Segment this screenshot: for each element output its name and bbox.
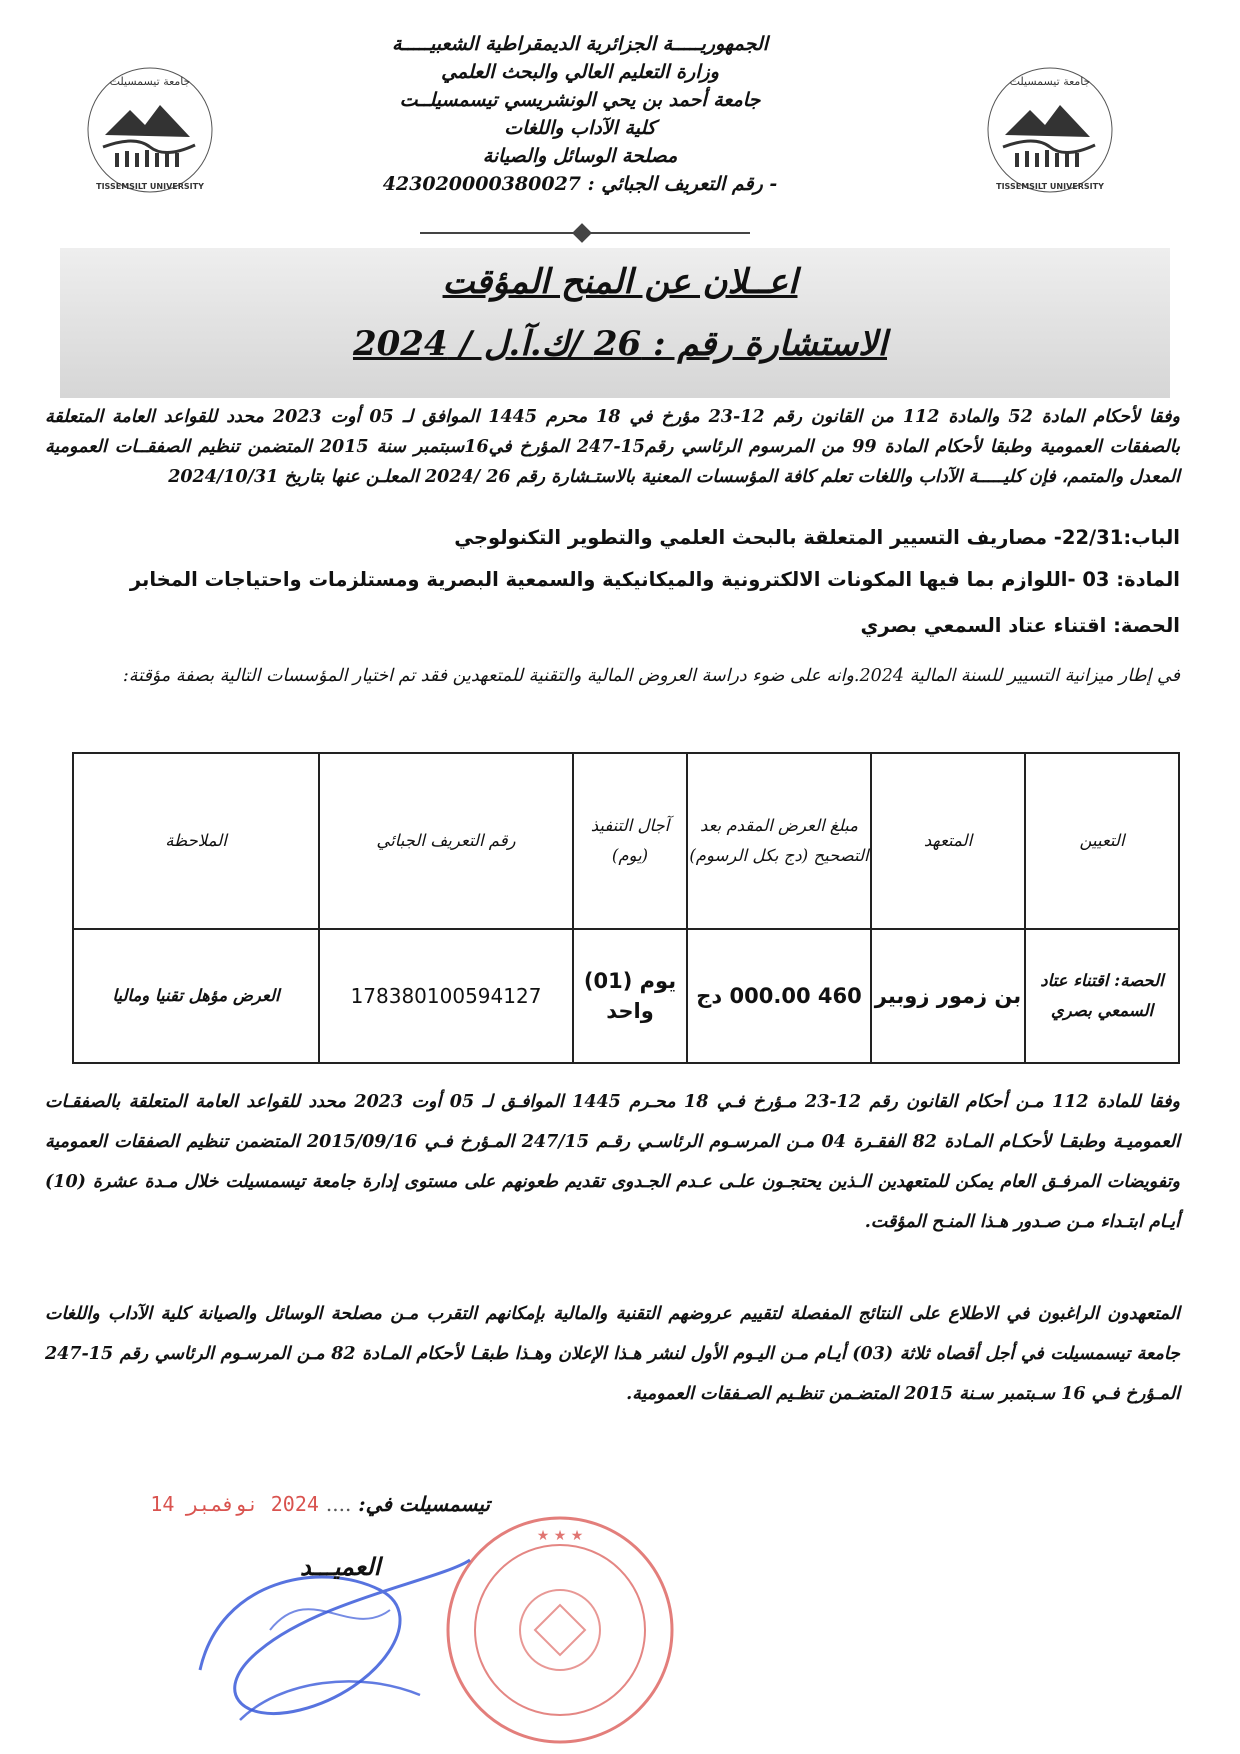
legal-basis-paragraph: وفقا لأحكام المادة 52 والمادة 112 من القانون رقم 12-23 مؤرخ في 18 محرم 1445 الموافق لـ 05 أوت 2023 محدد للقواعد العامة المتعلقة بالصفقات العمومية وطبقا لأحكام المادة 99 من المرسوم الرئاسي رقم15-247 المؤرخ في16سبتمبر سنة 2015 المتضمن تنظيم الصفقــات العمومية المعدل والمتمم، فإن كليـــــة الآداب واللغات تعلم كافة المؤسسات المعنية بالاستـشارة رقم 26 /2024 المعلـن عنها بتاريخ 2024/10/31	[45, 407, 1180, 487]
cell-amount: 460 000.00 دج	[687, 929, 871, 1063]
logo-text-ar: جامعة تيسمسيلت	[109, 75, 191, 88]
divider-ornament-icon	[572, 223, 592, 243]
svg-text:★ ★ ★: ★ ★ ★	[536, 1528, 584, 1544]
cell-tax-id: 178380100594127	[319, 929, 573, 1063]
logo-text-en: TISSEMSILT UNIVERSITY	[96, 182, 204, 191]
col-bidder: المتعهد	[871, 753, 1025, 929]
university-logo-right	[975, 55, 1125, 205]
cell-deadline: يوم (01) واحد	[573, 929, 687, 1063]
lot-label: الحصة: اقتناء عتاد السمعي بصري	[860, 614, 1180, 637]
place-date-line	[90, 1492, 490, 1516]
header-line-tax-id: - رقم التعريف الجبائي : 423020000380027	[382, 173, 778, 195]
cell-remark: العرض مؤهل تقنيا وماليا	[73, 929, 319, 1063]
col-amount: مبلغ العرض المقدم بعد التصحيح (دج بكل الرسوم)	[687, 753, 871, 929]
announcement-title: اعــلان عن المنح المؤقت	[442, 262, 798, 302]
dean-title: العميـــد	[300, 1552, 381, 1581]
appeal-paragraph: وفقا للمادة 112 مـن أحكام القانون رقم 12-23 مـؤرخ فـي 18 محـرم 1445 الموافـق لـ 05 أوت 2023 محدد للقواعد العامة المتعلقة بالصفقـات العموميـة وطبقـا لأحكـام المـادة 82 الفقـرة 04 مـن المرسـوم الرئاسـي رقـم 247/15 المـؤرخ فـي 2015/09/16 المتضمن تنظيم الصفقات العمومية وتفويضات المرفـق العام يمكن للمتعهدين الـذين يحتجـون علـى عـدم الجـدوى تقديم طعونهم على مستوى إدارة جامعة تيسمسيلت خلال مـدة عشرة (10) أيـام ابتـداء مـن صـدور هـذا المنـح المؤقت.	[45, 1092, 1180, 1232]
results-consultation-paragraph: المتعهدون الراغبون في الاطلاع على النتائج المفصلة لتقييم عروضهم التقنية والمالية بإمكانهم التقرب مـن مصلحة الوسائل والصيانة كلية الآداب واللغات جامعة تيسمسيلت في أجل أقصاه ثلاثة (03) أيـام مـن اليـوم الأول لنشر هـذا الإعلان وهـذا طبقـا لأحكام المـادة 82 مـن المرسـوم الرئاسي رقم 15-247 المـؤرخ فـي 16 سـبتمبر سـنة 2015 المتضـمن تنظـيم الصـفقات العمومية.	[45, 1304, 1180, 1404]
header-line-republic: الجمهوريـــــة الجزائرية الديمقراطية الشعبيـــــة	[392, 33, 768, 55]
cell-bidder: بن زمور زوبير	[871, 929, 1025, 1063]
date-dots: ....	[325, 1492, 352, 1516]
cell-designation: الحصة: اقتناء عتاد السمعي بصري	[1025, 929, 1179, 1063]
header-divider	[420, 232, 750, 234]
table-row	[73, 929, 1179, 1063]
svg-text:TISSEMSILT UNIVERSITY: TISSEMSILT UNIVERSITY	[996, 182, 1104, 191]
header-line-faculty: كلية الآداب واللغات	[504, 117, 656, 139]
header-line-university: جامعة أحمد بن يحي الونشريسي تيسمسيلــت	[399, 89, 761, 111]
institution-header	[300, 30, 860, 198]
header-line-ministry: وزارة التعليم العالي والبحث العلمي	[441, 61, 719, 83]
table-header-row	[73, 753, 1179, 929]
date-stamp: 2024 نوفمبر 14	[150, 1492, 319, 1516]
col-designation: التعيين	[1025, 753, 1179, 929]
place-label: تيسمسيلت في:	[358, 1492, 490, 1516]
intro-paragraph: في إطار ميزانية التسيير للسنة المالية 2024.وانه على ضوء دراسة العروض المالية والتقنية للمتعهدين فقد تم اختيار المؤسسات التالية بصفة مؤقتة:	[122, 666, 1180, 686]
consultation-number: الاستشارة رقم : 26 /ك.آ.ل / 2024	[352, 324, 888, 364]
budget-chapter: الباب:22/31- مصاريف التسيير المتعلقة بالبحث العلمي والتطوير التكنولوجي	[454, 526, 1180, 549]
col-tax-id: رقم التعريف الجبائي	[319, 753, 573, 929]
col-deadline: آجال التنفيذ (يوم)	[573, 753, 687, 929]
svg-text:جامعة تيسمسيلت: جامعة تيسمسيلت	[1009, 75, 1091, 88]
award-table	[72, 752, 1180, 1064]
budget-article: المادة: 03 -اللوازم بما فيها المكونات الالكترونية والميكانيكية والسمعية البصرية ومستلزمات واحتياجات المخابر	[129, 568, 1180, 591]
col-remark: الملاحظة	[73, 753, 319, 929]
header-line-service: مصلحة الوسائل والصيانة	[482, 145, 678, 167]
university-logo-left	[75, 55, 225, 205]
